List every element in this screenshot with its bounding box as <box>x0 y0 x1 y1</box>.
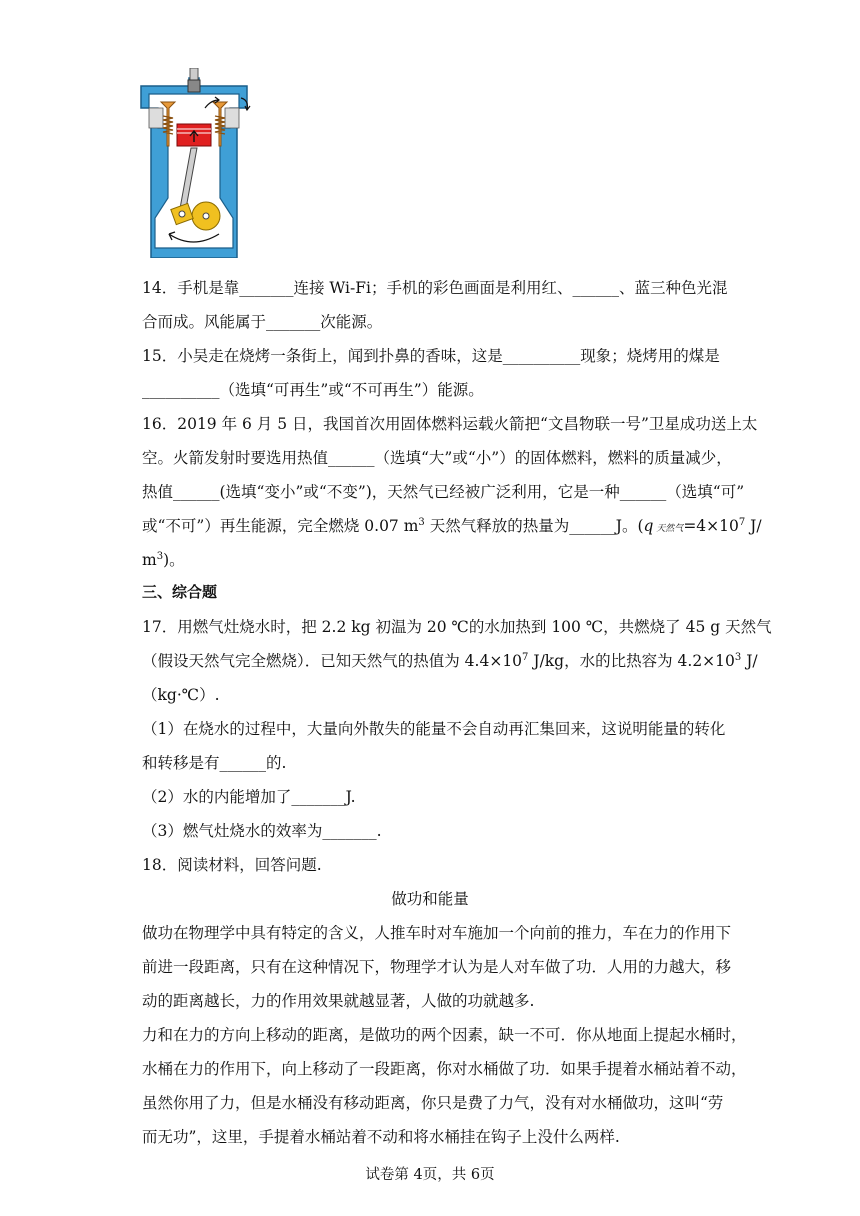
q16-line-2: 空。火箭发射时要选用热值______（选填“大”或“小”）的固体燃料，燃料的质量减少， <box>142 449 732 467</box>
q16-line-4-part-e: =4×10 <box>683 517 739 535</box>
q14-line-1: 14．手机是靠_______连接 Wi-Fi；手机的彩色画面是利用红、______、蓝三种色光混 <box>142 279 728 297</box>
engine-diagram <box>133 68 255 258</box>
q17-line-2 <box>142 649 860 671</box>
q18-article-title: 做功和能量 <box>391 890 469 908</box>
q16-line-5-part-a: m <box>142 551 157 569</box>
q16-superscript-7: 7 <box>738 516 746 528</box>
q17-sub1-line-1: （1）在烧水的过程中，大量向外散失的能量不会自动再汇集回来，这说明能量的转化 <box>142 720 726 738</box>
q16-line-4 <box>142 514 860 536</box>
q18-para2-line-4: 而无功”，这里，手提着水桶站着不动和将水桶挂在钩子上没什么两样. <box>142 1128 620 1146</box>
q17-sub2: （2）水的内能增加了_______J. <box>142 788 356 806</box>
q17-superscript-7: 7 <box>522 651 529 663</box>
q18-para1-line-1: 做功在物理学中具有特定的含义，人推车时对车施加一个向前的推力，车在力的作用下 <box>142 924 732 942</box>
q15-line-1: 15．小吴走在烧烤一条街上，闻到扑鼻的香味，这是__________现象；烧烤用的煤是 <box>142 347 720 365</box>
q14-line-2: 合而成。风能属于_______次能源。 <box>142 313 383 331</box>
q17-line-1: 17．用燃气灶烧水时，把 2.2 kg 初温为 20 ℃的水加热到 100 ℃，共燃烧了 45 g 天然气 <box>142 618 772 636</box>
q17-line-3: （kg·℃）. <box>142 686 220 704</box>
q16-line-4-part-a: 或“不可”）再生能源，完全燃烧 0.07 m <box>142 517 419 535</box>
q16-q-symbol: q <box>643 517 654 535</box>
q18-para2-line-1: 力和在力的方向上移动的距离，是做功的两个因素，缺一不可．你从地面上提起水桶时， <box>142 1026 747 1044</box>
q16-subscript-natural-gas: 天然气 <box>653 524 684 534</box>
q16-line-5-part-b: )。 <box>163 551 185 569</box>
q17-sub1-line-2: 和转移是有______的. <box>142 754 287 772</box>
q15-line-2: __________（选填“可再生”或“不可再生”）能源。 <box>142 381 484 399</box>
page-footer: 试卷第 4页，共 6页 <box>365 1167 495 1183</box>
section-heading-comprehensive: 三、综合题 <box>142 583 218 601</box>
q18-para2-line-2: 水桶在力的作用下，向上移动了一段距离，你对水桶做了功．如果手提着水桶站着不动， <box>142 1060 747 1078</box>
q16-superscript-3: 3 <box>418 516 425 528</box>
q16-line-5 <box>142 548 860 570</box>
q17-line-2-part-c: J/ <box>741 652 758 670</box>
q18-line-1: 18．阅读材料，回答问题. <box>142 856 322 874</box>
q18-para2-line-3: 虽然你用了力，但是水桶没有移动距离，你只是费了力气，没有对水桶做功，这叫“劳 <box>142 1094 724 1112</box>
q16-line-3: 热值______(选填“变小”或“不变”)，天然气已经被广泛利用，它是一种______（选填“可” <box>142 483 745 501</box>
q18-para1-line-3: 动的距离越长，力的作用效果就越显著，人做的功就越多. <box>142 992 535 1010</box>
q16-line-4-part-b: 天然气释放的热量为______J。( <box>424 517 644 535</box>
q18-para1-line-2: 前进一段距离，只有在这种情况下，物理学才认为是人对车做了功．人用的力越大，移 <box>142 958 732 976</box>
q17-line-2-part-b: J/kg，水的比热容为 4.2×10 <box>528 652 735 670</box>
q16-line-1: 16．2019 年 6 月 5 日，我国首次用固体燃料运载火箭把“文昌物联一号”卫星成功送上太 <box>142 415 758 433</box>
q17-superscript-3: 3 <box>734 651 742 663</box>
q16-line-5-superscript-3: 3 <box>156 550 164 562</box>
q16-line-4-part-f: J/ <box>745 517 762 535</box>
q17-line-2-part-a: （假设天然气完全燃烧）．已知天然气的热值为 4.4×10 <box>142 652 523 670</box>
q17-sub3: （3）燃气灶烧水的效率为_______. <box>142 822 382 840</box>
